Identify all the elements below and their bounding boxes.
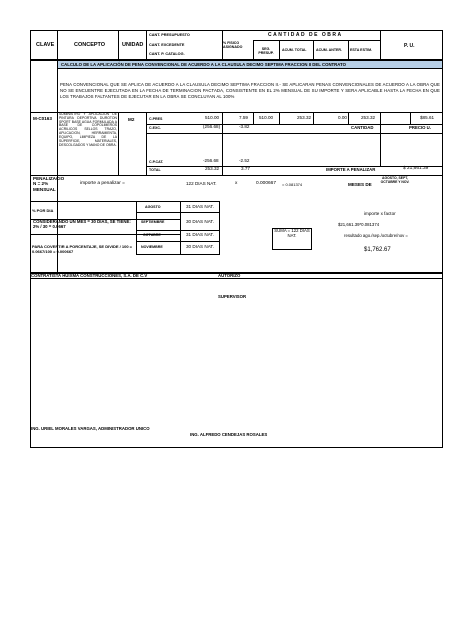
header-esta-estim: ESTA ESTIM. (350, 48, 373, 52)
row-cexc-cant: (256.68) (203, 124, 221, 129)
row-cexc-label: C.EXC. (149, 126, 161, 130)
header-pu: P. U. (404, 43, 415, 49)
row-cpres-esta: 253.32 (361, 115, 376, 120)
header-seg-presup: SEG. PRESUP. (258, 47, 274, 56)
row-cpcat-pct: -2.52 (239, 158, 250, 163)
month-septiembre-days: 30 DIAS NAT. (186, 219, 214, 224)
section-title: CALCULO DE LA APLICACIÓN DE PENA CONVENCIONAL DE ACUERDO A LA CLAUSULA DECIMO SEPTIMA FRACCION II DEL CONTRATO (61, 62, 346, 67)
meses-de-label: MESES DE (348, 182, 372, 187)
month-noviembre: NOVIEMBRE (141, 245, 163, 249)
header-acum-anter: ACUM. ANTER. (316, 48, 343, 52)
header-cant-catalog: CANT. P. CATALOG. (149, 52, 185, 56)
importe-x-factor: importe x factor (364, 211, 396, 216)
dias-nat-total: 122 DIAS NAT. (186, 181, 217, 186)
contratista-label: CONTRATISTA HUIXMA CONSTRUCCIONES, S.A. DE C.V (31, 273, 148, 278)
header-cant-presupuesto: CANT. PRESUPUESTO (149, 33, 190, 37)
row-cpres-label: C.PRES (149, 117, 163, 121)
importe-penalizar-label: IMPORTE A PENALIZAR (326, 167, 376, 172)
admin-signature: ING. URIEL MORALES VARGAS, ADMINISTRADOR UNICO (31, 426, 150, 431)
header-cant-excedente: CANT. EXCEDENTE (149, 43, 185, 47)
resultado-value: $1,762.67 (364, 247, 391, 253)
para-covertir-text: PARA COVERTIR A PORCENTAJE, SE DIVIDE / 100 = 0.0667/100 = 0.000667 (32, 244, 132, 254)
month-noviembre-days: 30 DIAS NAT. (186, 244, 214, 249)
header-cantidad-obra: CANTIDAD DE OBRA (268, 32, 343, 38)
item-unidad: M2 (128, 117, 135, 122)
importe-a-penalizar: importe a penalizar = (80, 181, 125, 186)
supervisor-label: SUPERVISOR (218, 294, 247, 299)
precio-label: PRECIO U. (409, 125, 431, 130)
month-octubre-days: 31 DIAS NAT. (186, 232, 214, 237)
header-clave: CLAVE (36, 42, 55, 48)
suma-dias: SUMA = 122 DIAS NAT. (274, 228, 310, 238)
month-agosto-days: 31 DIAS NAT. (186, 204, 214, 209)
row-cpres-pct: 7.59 (239, 115, 248, 120)
factor-value: 0.000667 (256, 181, 277, 186)
factor-result: = 0.081374 (282, 182, 303, 187)
considerando-text: CONSIDERANDO UN MES = 30 DIAS, SE TIENE: 2% / 30 = 0.0667 (33, 219, 131, 229)
row-cpres-pu: $85.61 (420, 115, 435, 120)
penalizacion-label: PENALIZACIO N = 2% MENSUAL (33, 176, 65, 192)
formula-text: $21,661.39*0.081374 (338, 222, 380, 227)
row-cpcat-cant: -256.68 (203, 158, 219, 163)
header-concepto: CONCEPTO (74, 42, 106, 48)
row-total-pct: 3.77 (241, 166, 250, 171)
row-cpcat-label: C.P.CAT. (149, 160, 164, 164)
month-agosto: AGOSTO (145, 205, 161, 209)
row-cpres-cant: 510.00 (205, 115, 220, 120)
clause-paragraph: PENA CONVENCIONAL QUE SE APLICA DE ACUERDO A LA CLAUSULA DECIMO SEPTIMA FRACCION II.- SE APLICARAN PENAS CONVENCIONALES DE ACUERDO A LA OBRA QUE NO SE ENCUENTRE EJECUTADA EN LA FECHA DE TERMINACION PACTADA, CONSISTENTE EN EL 2% MENSUAL DE SU IMPORTE Y SERA APLICABLE HASTA LA FECHA EN QUE LOS TRABAJOS FALTANTES DE EJECUTAR EN LA OBRA SE CONCLUYAN AL 100% (60, 82, 440, 99)
item-concepto: SUMINISTRO Y APLICACION DE PINTURA DEPORTIVA DUROTON SPORT BASE AGUA FORMULADA A BASE DE COPOLIMEROS ACRILICOS SELLOS TRAZO, APLICACION, HERRAMIENTA, EQUIPO, LIMPIEZA DE LA SUPERFICIE, MATERIALES, DESCOLGADOS Y MANO DE OBRA. (59, 112, 117, 147)
resultado-label: resultado ago./sep./octubre/nov = (344, 233, 408, 238)
row-cpres-acum-total: 253.32 (297, 115, 312, 120)
months-list: AGOSTO, SEPT, OCTUBRE Y NOV. (380, 176, 410, 184)
header-acum-total: ACUM. TOTAL (282, 48, 307, 52)
month-septiembre: SEPTIEMBRE (141, 220, 165, 224)
pct-por-dia: % POR DIA (32, 208, 54, 213)
autorizo-label: AUTORIZO (218, 273, 241, 278)
month-octubre: OCTUBRE (143, 233, 161, 237)
importe-penalizar-value: $ 21,661.39 (403, 166, 429, 171)
row-cpres-seg: 510.00 (259, 115, 274, 120)
times-symbol: x (235, 181, 238, 186)
row-cexc-pct: -3.82 (239, 124, 250, 129)
item-clave: M-C0163 (33, 116, 52, 121)
header-unidad: UNIDAD (122, 42, 144, 48)
alfredo-signature: ING. ALFREDO CENDEJAS ROSALES (190, 432, 268, 437)
row-cpres-acum-anter: 0.00 (338, 115, 347, 120)
cantidad-label: CANTIDAD (351, 125, 374, 130)
header-pct: % FISICO ASIGNADO (223, 41, 243, 50)
row-total-label: TOTAL (149, 168, 161, 172)
row-total-cant: 253.32 (205, 166, 220, 171)
